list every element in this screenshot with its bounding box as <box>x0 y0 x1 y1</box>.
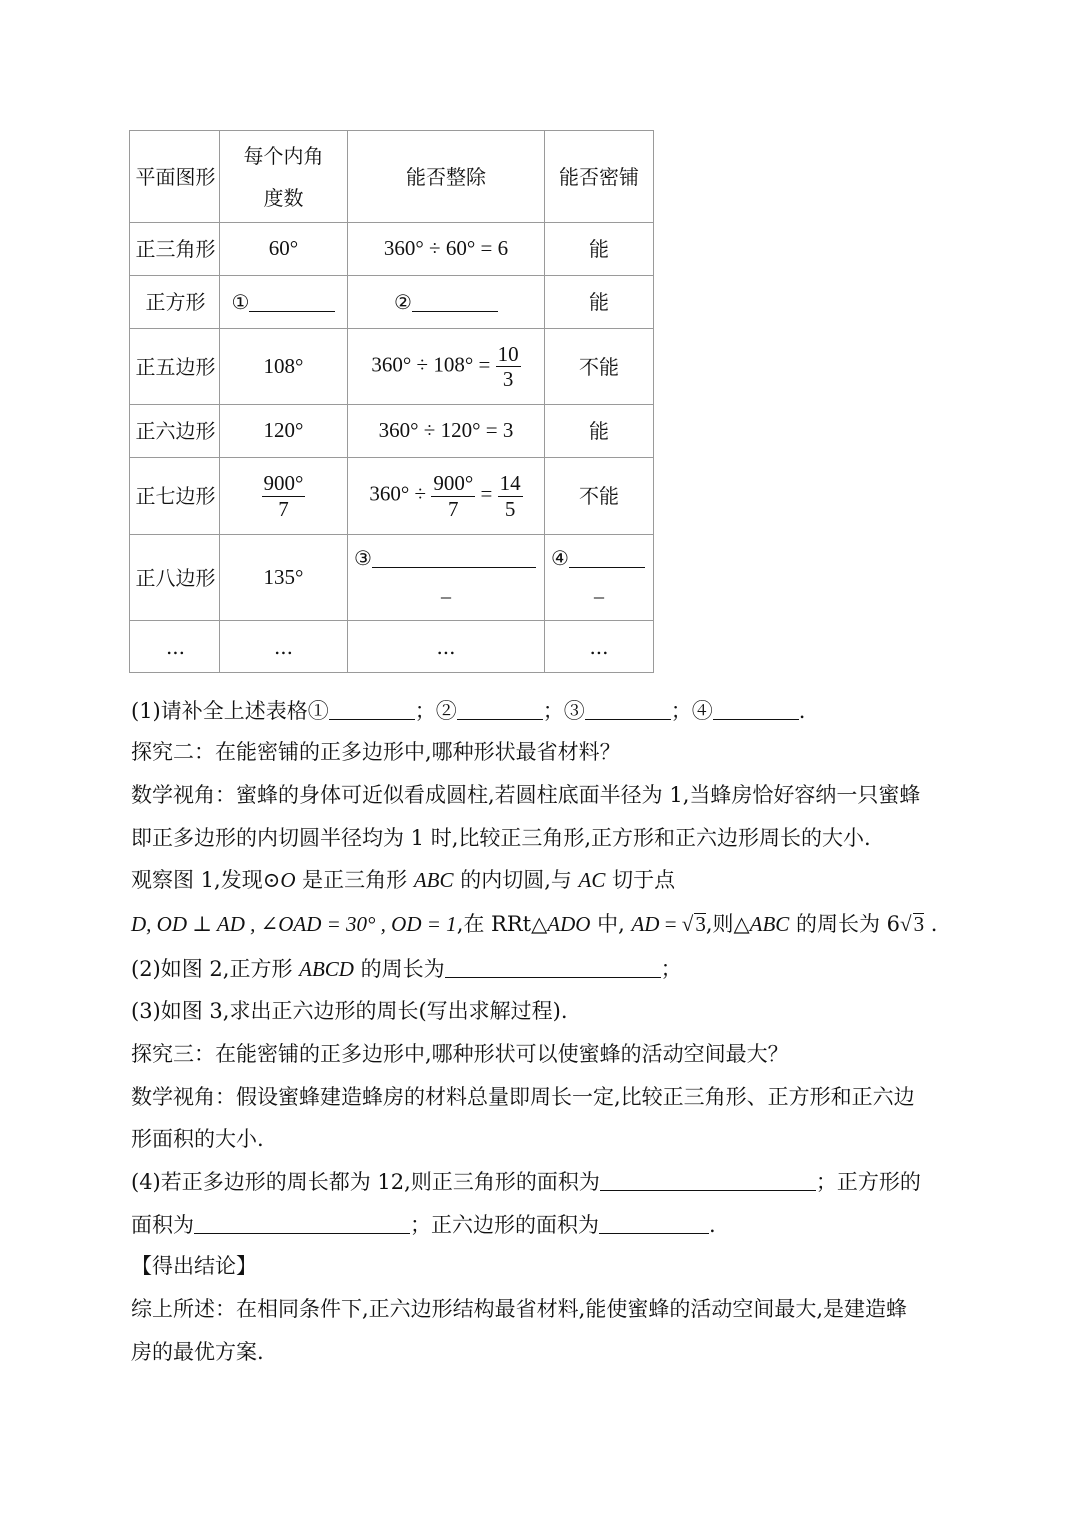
answer-blank-2[interactable] <box>457 699 543 720</box>
answer-blank-square-area[interactable] <box>194 1213 410 1234</box>
text-span: (4)若正多边形的周长都为 12,则正三角形的面积为 <box>131 1170 600 1194</box>
sqrt-symbol: √ <box>681 912 694 936</box>
text-span: . <box>709 1213 716 1237</box>
observe-line-2 <box>131 910 937 938</box>
cell-tile <box>545 535 654 621</box>
text-span: ,在 RRt△ <box>456 912 548 936</box>
header-tile: 能否密铺 <box>545 131 654 223</box>
text-span: ； <box>660 957 682 981</box>
conclusion-title: 【得出结论】 <box>131 1254 257 1278</box>
cell-tile: 不能 <box>545 329 654 405</box>
cell-division: 360° ÷ 120° = 3 <box>348 405 545 458</box>
q1-end: . <box>798 699 806 723</box>
text-span: 面积为 <box>131 1213 194 1237</box>
cell-division <box>348 535 545 621</box>
cell-shape: ... <box>130 621 220 673</box>
fraction-numerator: 10 <box>497 341 519 366</box>
cell-shape: 正方形 <box>130 276 220 329</box>
question-3: (3)如图 3,求出正六边形的周长(写出求解过程). <box>131 999 568 1023</box>
wrap-dash: _ <box>441 579 451 601</box>
division-fraction <box>496 342 521 391</box>
q1-sep: ；② <box>414 699 457 723</box>
table-row <box>130 621 654 673</box>
fraction-denominator: 7 <box>278 496 289 521</box>
header-shape: 平面图形 <box>130 131 220 223</box>
math-var: AD <box>631 912 660 936</box>
question-4-line-2 <box>131 1211 716 1239</box>
text-span: ,则△ <box>705 912 750 936</box>
table-row <box>130 405 654 458</box>
fraction-numerator: 900° <box>263 471 304 496</box>
blank-line-2[interactable] <box>412 291 498 312</box>
fraction-denominator: 3 <box>502 367 514 391</box>
text-span: ；正方形的 <box>815 1170 921 1194</box>
math-var: ADO <box>547 912 591 936</box>
cell-angle: 135° <box>220 535 348 621</box>
wrap-dash: _ <box>594 579 604 601</box>
cell-angle: 60° <box>220 223 348 276</box>
math-equals: = <box>659 912 682 936</box>
cell-angle: 120° <box>220 405 348 458</box>
division-lhs: 360° ÷ <box>369 481 427 506</box>
observe-line-1 <box>131 866 675 894</box>
blank-marker-1: ① <box>231 290 250 314</box>
table-row <box>130 276 654 329</box>
cell-shape: 正三角形 <box>130 223 220 276</box>
cell-division <box>348 276 545 329</box>
division-mid-fraction <box>431 471 475 520</box>
division-lhs: 360° ÷ 108° = <box>371 352 491 377</box>
question-1 <box>131 697 805 725</box>
text-span: (2)如图 2,正方形 <box>131 957 300 981</box>
text-span: 的周长为 6 <box>789 912 901 936</box>
q1-sep: ；③ <box>542 699 585 723</box>
view-3-line-1: 数学视角：假设蜜蜂建造蜂房的材料总量即周长一定,比较正三角形、正方形和正六边 <box>131 1085 915 1109</box>
header-division: 能否整除 <box>348 131 545 223</box>
cell-shape: 正七边形 <box>130 458 220 535</box>
text-span: . <box>924 912 938 936</box>
header-angle-text: 每个内角度数 <box>243 143 324 210</box>
text-span: 是正三角形 <box>295 868 414 892</box>
blank-line-3[interactable] <box>372 547 536 568</box>
math-var: AC <box>578 868 606 892</box>
cell-shape: 正六边形 <box>130 405 220 458</box>
angle-fraction <box>262 471 306 520</box>
question-2 <box>131 955 682 983</box>
table-header-row <box>130 131 654 223</box>
math-var: O <box>280 868 296 892</box>
view-2-line-1: 数学视角：蜜蜂的身体可近似看成圆柱,若圆柱底面半径为 1,当蜂房恰好容纳一只蜜蜂 <box>131 783 921 807</box>
text-span: 切于点 <box>605 868 676 892</box>
cell-angle: 108° <box>220 329 348 405</box>
math-var: ABCD <box>299 957 354 981</box>
answer-blank-perimeter[interactable] <box>445 957 661 978</box>
math-expression: D, OD ⊥ AD , ∠OAD = 30° , OD = 1 <box>131 912 457 936</box>
q1-prefix: (1)请补全上述表格① <box>131 699 329 723</box>
cell-tile: ... <box>545 621 654 673</box>
cell-shape: 正五边形 <box>130 329 220 405</box>
text-span: 的内切圆,与 <box>453 868 579 892</box>
answer-blank-3[interactable] <box>585 699 671 720</box>
explore-2-heading: 探究二：在能密铺的正多边形中,哪种形状最省材料？ <box>131 740 621 764</box>
answer-blank-triangle-area[interactable] <box>600 1170 816 1191</box>
fraction-denominator: 7 <box>448 496 459 521</box>
cell-tile: 能 <box>545 276 654 329</box>
cell-division <box>348 329 545 405</box>
header-angle <box>220 131 348 223</box>
text-span: 的周长为 <box>353 957 445 981</box>
answer-blank-4[interactable] <box>713 699 799 720</box>
q1-sep: ；④ <box>670 699 713 723</box>
fraction-numerator: 14 <box>499 471 521 496</box>
text-span: ；正六边形的面积为 <box>410 1213 599 1237</box>
division-fraction <box>498 471 523 520</box>
cell-tile: 能 <box>545 223 654 276</box>
cell-division: 360° ÷ 60° = 6 <box>348 223 545 276</box>
blank-marker-4: ④ <box>551 546 569 570</box>
cell-division <box>348 458 545 535</box>
conclusion-line-2: 房的最优方案. <box>131 1340 264 1364</box>
blank-line-4[interactable] <box>569 547 645 568</box>
answer-blank-hexagon-area[interactable] <box>599 1213 709 1234</box>
explore-3-heading: 探究三：在能密铺的正多边形中,哪种形状可以使蜜蜂的活动空间最大？ <box>131 1042 789 1066</box>
table-row <box>130 458 654 535</box>
math-var: ABC <box>413 868 454 892</box>
math-var: ABC <box>749 912 790 936</box>
cell-shape: 正八边形 <box>130 535 220 621</box>
conclusion-line-1: 综上所述：在相同条件下,正六边形结构最省材料,能使蜜蜂的活动空间最大,是建造蜂 <box>131 1297 908 1321</box>
table-row <box>130 535 654 621</box>
sqrt-symbol: √ <box>900 912 912 936</box>
cell-division: ... <box>348 621 545 673</box>
answer-blank-1[interactable] <box>329 699 415 720</box>
division-equals: = <box>480 481 493 506</box>
text-span: 中, <box>590 912 632 936</box>
tiling-table <box>129 130 654 673</box>
text-span: 观察图 1,发现⊙ <box>131 868 281 892</box>
table-row <box>130 223 654 276</box>
view-3-line-2: 形面积的大小. <box>131 1127 264 1151</box>
cell-angle <box>220 276 348 329</box>
cell-angle: ... <box>220 621 348 673</box>
sqrt-radicand: 3 <box>695 912 706 936</box>
question-4-line-1 <box>131 1168 921 1196</box>
fraction-numerator: 900° <box>433 471 474 496</box>
view-2-line-2: 即正多边形的内切圆半径均为 1 时,比较正三角形,正方形和正六边形周长的大小. <box>131 826 871 850</box>
cell-tile: 不能 <box>545 458 654 535</box>
table-row <box>130 329 654 405</box>
blank-marker-2: ② <box>394 290 412 314</box>
blank-line-1[interactable] <box>249 291 335 312</box>
fraction-denominator: 5 <box>504 496 516 521</box>
blank-marker-3: ③ <box>354 546 372 570</box>
sqrt-radicand: 3 <box>913 912 925 936</box>
cell-angle <box>220 458 348 535</box>
cell-tile: 能 <box>545 405 654 458</box>
